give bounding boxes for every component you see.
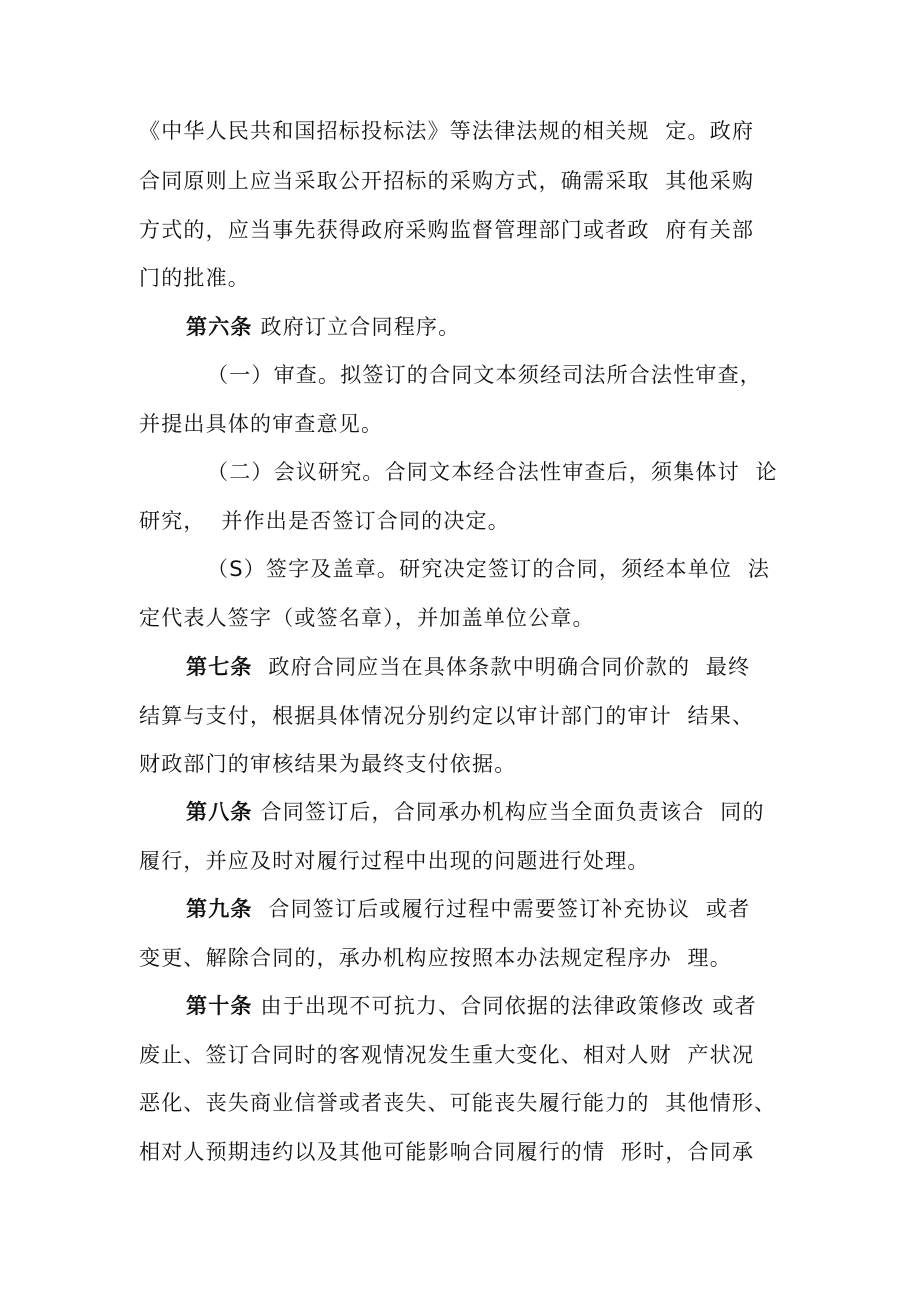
text-line: 相对人预期违约以及其他可能影响合同履行的情 形时，合同承 xyxy=(139,1140,755,1164)
text-line: 财政部门的审核结果为最终支付依据。 xyxy=(139,752,517,776)
text-line: 履行，并应及时对履行过程中出现的问题进行处理。 xyxy=(139,849,650,873)
article-10-line xyxy=(186,993,920,1019)
text-line: 恶化、丧失商业信誉或者丧失、可能丧失履行能力的 其他情形、 xyxy=(139,1091,777,1115)
article-number: 第六条 xyxy=(186,315,253,339)
article-8-line xyxy=(186,799,920,825)
article-9-line xyxy=(186,896,920,922)
text-line: 变更、解除合同的，承办机构应按照本办法规定程序办 理。 xyxy=(139,946,732,970)
article-6-line xyxy=(186,314,920,340)
article-text: 由于出现不可抗力、合同依据的法律政策修改 或者 xyxy=(260,994,757,1018)
article-number: 第十条 xyxy=(186,994,253,1018)
article-text: 政府订立合同程序。 xyxy=(260,315,461,339)
article-number: 第八条 xyxy=(186,800,253,824)
article-text: 合同签订后或履行过程中需要签订补充协议 或者 xyxy=(268,897,751,921)
text-line: 《中华人民共和国招标投标法》等法律法规的相关规 定。政府 xyxy=(139,119,755,143)
text-line: 结算与支付，根据具体情况分别约定以审计部门的审计 结果、 xyxy=(139,704,755,728)
text-line: 研究， 并作出是否签订合同的决定。 xyxy=(139,509,510,533)
article-number: 第九条 xyxy=(186,897,253,921)
text-line: 并提出具体的审查意见。 xyxy=(139,412,384,436)
article-number: 第七条 xyxy=(186,655,253,679)
text-line: 方式的，应当事先获得政府采购监督管理部门或者政 府有关部 xyxy=(139,218,755,242)
text-line: （二）会议研究。合同文本经合法性审查后，须集体讨 论 xyxy=(207,460,778,484)
article-text: 合同签订后，合同承办机构应当全面负责该合 同的 xyxy=(260,800,765,824)
text-line: 合同原则上应当采取公开招标的采购方式，确需采取 其他采购 xyxy=(139,169,755,193)
article-text: 政府合同应当在具体条款中明确合同价款的 最终 xyxy=(268,655,751,679)
text-line: 门的批准。 xyxy=(139,266,250,290)
text-line: （一）审查。拟签订的合同文本须经司法所合法性审查， xyxy=(207,363,762,387)
article-7-line xyxy=(186,654,920,680)
text-line: 废止、签订合同时的客观情况发生重大变化、相对人财 产状况 xyxy=(139,1043,755,1067)
text-line: （S）签字及盖章。研究决定签订的合同，须经本单位 法 xyxy=(207,557,771,581)
text-line: 定代表人签字（或签名章），并加盖单位公章。 xyxy=(139,606,595,630)
